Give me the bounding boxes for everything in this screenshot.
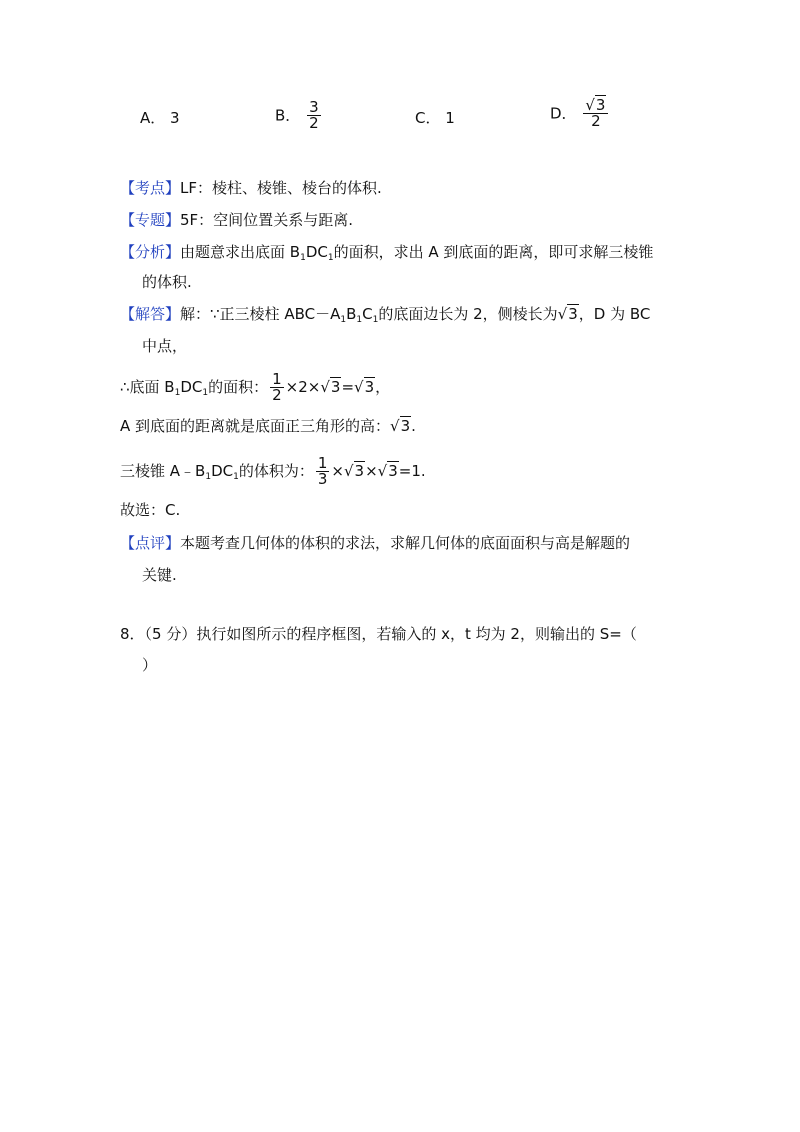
jieda-line-2: 中点， — [142, 337, 188, 355]
option-c-label: C． — [415, 109, 441, 127]
subscript: 1 — [174, 388, 181, 398]
height-line — [120, 416, 416, 436]
option-c — [415, 108, 455, 128]
jieda-line — [120, 304, 650, 330]
subscript: 1 — [327, 253, 334, 263]
zhuanti-tag: 【专题】 — [120, 211, 181, 229]
answer-line: 故选：C. — [120, 501, 181, 519]
dianping-line — [120, 533, 630, 553]
volume-text: DC — [211, 462, 234, 480]
kaodian-tag: 【考点】 — [120, 179, 181, 197]
option-a — [140, 108, 180, 128]
dianping-line-2: 关键. — [142, 566, 177, 584]
volume-fraction: $\frac{1}{3}$ — [317, 454, 328, 488]
question-8-line: 8．（5 分）执行如图所示的程序框图，若输入的 x，t 均为 2，则输出的 S=（ — [120, 625, 637, 643]
fenxi-text: 由题意求出底面 B — [180, 243, 301, 261]
sqrt-symbol: √3 — [320, 378, 341, 396]
fenxi-line — [120, 242, 653, 268]
area-text: ∴底面 B — [120, 378, 175, 396]
subscript: 1 — [202, 388, 209, 398]
kaodian-text: LF：棱柱、棱锥、棱台的体积. — [180, 179, 382, 197]
fenxi-text: 的面积，求出 A 到底面的距离，即可求解三棱锥 — [333, 243, 654, 261]
volume-text: × — [365, 462, 378, 480]
option-b-numerator: 3 — [309, 98, 319, 116]
volume-text: × — [331, 462, 344, 480]
volume-text: 的体积为： — [238, 462, 314, 480]
area-text: ×2× — [285, 378, 321, 396]
subscript: 1 — [356, 315, 363, 325]
height-text: A 到底面的距离就是底面正三角形的高： — [120, 417, 391, 435]
kaodian-line — [120, 178, 382, 198]
option-d — [550, 98, 610, 129]
jieda-text: B — [346, 305, 357, 323]
jieda-text: 解：∵正三棱柱 ABC－A — [180, 305, 341, 323]
option-d-denominator: 2 — [591, 112, 601, 130]
jieda-text: ，D 为 BC — [578, 305, 651, 323]
area-fraction: $\frac{1}{2}$ — [272, 370, 282, 404]
volume-line — [120, 456, 426, 487]
zhuanti-line — [120, 210, 353, 230]
sqrt-symbol: √3 — [354, 378, 375, 396]
fenxi-text: DC — [305, 243, 328, 261]
jieda-tag: 【解答】 — [120, 305, 181, 323]
fenxi-tag: 【分析】 — [120, 243, 181, 261]
subscript: 1 — [340, 315, 347, 325]
area-text: 的面积： — [208, 378, 269, 396]
jieda-text: 的底面边长为 2，侧棱长为 — [378, 305, 558, 323]
dianping-text: 本题考查几何体的体积的求法，求解几何体的底面面积与高是解题的 — [180, 534, 631, 552]
jieda-text: C — [362, 305, 373, 323]
question-8-line-2: ） — [142, 656, 158, 674]
option-b — [275, 100, 323, 131]
option-d-fraction — [583, 98, 608, 129]
option-b-label: B． — [275, 106, 301, 125]
height-text: . — [411, 417, 416, 435]
option-c-value: 1 — [445, 109, 455, 127]
option-d-label: D． — [550, 104, 577, 123]
volume-text: 三棱锥 A﹣B — [120, 462, 206, 480]
option-b-fraction — [307, 100, 321, 131]
sqrt-symbol: √3 — [390, 417, 411, 435]
subscript: 1 — [233, 472, 239, 482]
option-b-denominator: 2 — [309, 114, 319, 132]
zhuanti-text: 5F：空间位置关系与距离. — [180, 211, 353, 229]
sqrt-symbol: √3 — [557, 305, 578, 323]
sqrt-symbol: √3 — [377, 462, 398, 480]
area-text: ， — [375, 378, 391, 396]
sqrt-symbol: √3 — [585, 96, 606, 114]
subscript: 1 — [300, 253, 306, 263]
option-a-label: A． — [140, 109, 166, 127]
dianping-tag: 【点评】 — [120, 534, 181, 552]
option-a-value: 3 — [170, 109, 180, 127]
volume-text: =1. — [398, 462, 426, 480]
fenxi-line-2: 的体积. — [142, 273, 192, 291]
area-text: DC — [180, 378, 203, 396]
subscript: 1 — [205, 472, 212, 482]
area-text: = — [341, 378, 355, 396]
area-line — [120, 372, 390, 403]
sqrt-symbol: √3 — [343, 462, 365, 480]
subscript: 1 — [372, 315, 379, 325]
